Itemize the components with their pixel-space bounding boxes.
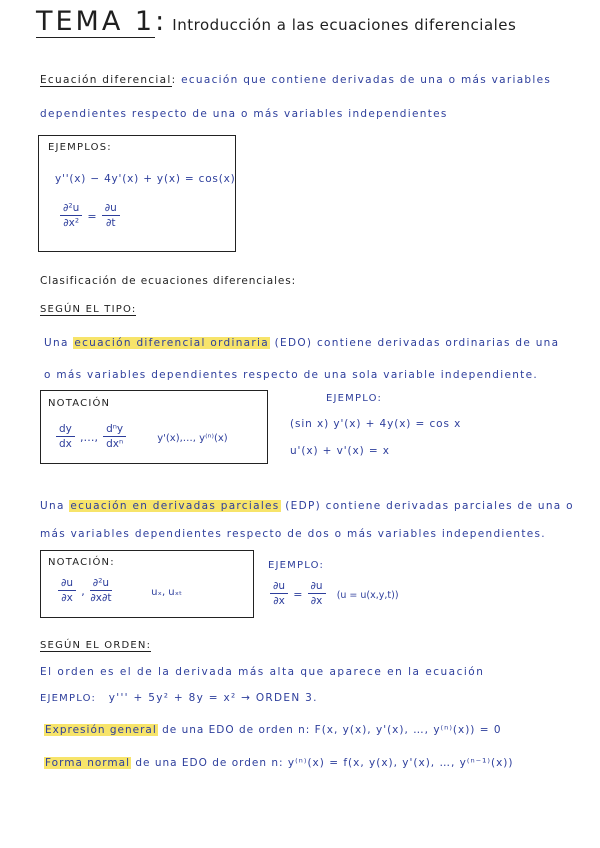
notation-label-edp: NOTACIÓN:: [48, 557, 115, 568]
normal-term: Forma normal: [45, 757, 131, 769]
edo-example-2: u'(x) + v'(x) = x: [290, 445, 390, 457]
edo-example-1: (sin x) y'(x) + 4y(x) = cos x: [290, 418, 462, 430]
ex-edp-note: (u = u(x,y,t)): [336, 590, 399, 601]
notation-edo-content: [56, 423, 228, 450]
not5-num: ∂²u: [90, 577, 112, 591]
classification-heading: Clasificación de ecuaciones diferenciales:: [40, 275, 297, 287]
not6: uₓ, uₓₜ: [151, 587, 183, 598]
order-example: [40, 692, 318, 704]
not5-den: ∂x∂t: [90, 592, 112, 604]
edp-example-label: EJEMPLO:: [268, 560, 325, 571]
ex-edp-lhs-num: ∂u: [270, 580, 288, 594]
examples-label: EJEMPLOS:: [48, 142, 112, 153]
title-rest: Introducción a las ecuaciones diferenciales: [172, 16, 517, 34]
general-term: Expresión general: [45, 724, 157, 736]
not2-num: dⁿy: [103, 423, 126, 437]
by-type-heading: SEGÚN EL TIPO:: [40, 304, 137, 315]
edp-post: (EDP) contiene derivadas parciales de una o: [285, 500, 574, 512]
definition-text-1: ecuación que contiene derivadas de una o más variables: [181, 74, 552, 86]
notation-label-edo: NOTACIÓN: [48, 398, 111, 409]
eq2-num: ∂²u: [60, 202, 82, 216]
not-sep: ,…,: [79, 431, 98, 444]
general-expression: [44, 724, 502, 736]
order-line: El orden es el de la derivada más alta que aparece en la ecuación: [40, 666, 485, 678]
edo-term: ecuación diferencial ordinaria: [74, 337, 269, 349]
definition-colon: :: [171, 74, 177, 86]
title-tema: TEMA 1: [36, 6, 156, 37]
not4-num: ∂u: [58, 577, 76, 591]
definition-line1: [40, 74, 551, 86]
order-example-label: EJEMPLO:: [40, 693, 97, 704]
title-colon: :: [155, 6, 168, 37]
normal-form: [44, 757, 513, 769]
definition-term: Ecuación diferencial: [40, 74, 172, 86]
by-order-heading: SEGÚN EL ORDEN:: [40, 640, 152, 651]
not4-den: ∂x: [61, 592, 73, 604]
general-rest: de una EDO de orden n: F(x, y(x), y'(x), …, y⁽ⁿ⁾(x)) = 0: [162, 724, 502, 736]
not3: y'(x),…, y⁽ⁿ⁾(x): [157, 433, 228, 444]
ex-edp-lhs-den: ∂x: [273, 595, 285, 607]
ex-edp-rhs-num: ∂u: [308, 580, 326, 594]
edp-pre: Una: [40, 500, 65, 512]
edo-line1: [44, 337, 559, 349]
eq2-rhs-num: ∂u: [102, 202, 120, 216]
edp-term: ecuación en derivadas parciales: [70, 500, 280, 512]
eq2-equals: =: [87, 210, 97, 223]
example-eq1: y''(x) − 4y'(x) + y(x) = cos(x): [55, 173, 236, 185]
eq2-den: ∂x²: [63, 217, 80, 229]
edp-example: $\frac{\partial u}{\partial x}$ = $\frac{\partial u}{\partial x}$ (u = u(x,y,t)): [270, 580, 399, 607]
edo-line2: o más variables dependientes respecto de una sola variable independiente.: [44, 369, 538, 381]
not1-num: dy: [56, 423, 75, 437]
order-example-eq: y''' + 5y² + 8y = x² → ORDEN 3.: [108, 692, 318, 704]
edo-pre: Una: [44, 337, 69, 349]
not1-den: dx: [59, 438, 72, 450]
notation-edp-content: $\frac{\partial u}{\partial x}$ , $\frac{\text{∂²u}}{\partial x\partial t}$ uₓ, uₓₜ: [58, 577, 182, 604]
edo-post: (EDO) contiene derivadas ordinarias de una: [274, 337, 560, 349]
not2-den: dxⁿ: [106, 438, 124, 450]
edp-line1: [40, 500, 574, 512]
definition-text-2: dependientes respecto de una o más variables independientes: [40, 108, 448, 120]
page-title: [36, 6, 516, 37]
edo-example-label: EJEMPLO:: [326, 393, 383, 404]
eq2-rhs-den: ∂t: [105, 217, 116, 229]
example-eq2: [60, 202, 120, 229]
ex-edp-rhs-den: ∂x: [310, 595, 323, 607]
edp-line2: más variables dependientes respecto de dos o más variables independientes.: [40, 528, 546, 540]
normal-rest: de una EDO de orden n: y⁽ⁿ⁾(x) = f(x, y(x), y'(x), …, y⁽ⁿ⁻¹⁾(x)): [135, 757, 514, 769]
